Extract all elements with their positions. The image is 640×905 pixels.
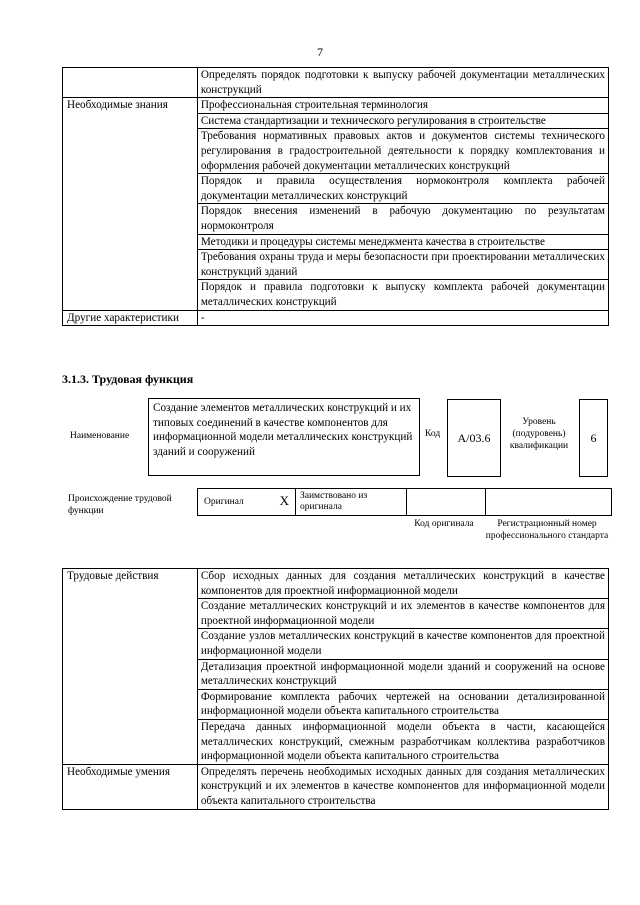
function-name: Создание элементов металлических конструкций и их типовых соединений в качестве компонентов для информационной модели металлических конструкций зданий и сооружений xyxy=(148,398,420,476)
original-cell xyxy=(197,488,296,516)
code-original-label: Код оригинала xyxy=(414,519,474,529)
action-item: Передача данных информационной модели объекта в части, касающейся металлических конструкций, смежным разработчикам коллектива разработчиков информационной модели объекта капитального строительства xyxy=(197,719,608,764)
section-heading: 3.1.3. Трудовая функция xyxy=(62,372,194,386)
actions-label: Трудовые действия xyxy=(63,569,198,765)
skills-label: Необходимые умения xyxy=(63,764,198,809)
page-number: 7 xyxy=(317,45,323,59)
action-item: Создание узлов металлических конструкций в качестве компонентов для проектной информационной модели xyxy=(197,629,608,659)
empty-cell xyxy=(63,68,198,98)
table-row xyxy=(63,310,609,326)
knowledge-item: Требования нормативных правовых актов и документов системы технического регулирования в градостроительной деятельности к порядку комплектования и оформления рабочей документации металлических конструкций xyxy=(197,129,608,174)
reg-number-cell xyxy=(485,488,612,516)
table-row xyxy=(63,764,609,809)
code-label: Код xyxy=(425,429,441,439)
function-code: A/03.6 xyxy=(447,399,501,477)
knowledge-item: Профессиональная строительная терминология xyxy=(197,98,608,114)
skill-item: Определять перечень необходимых исходных данных для создания металлических конструкций и их элементов в качестве компонентов для информационной модели объекта капитального строительства xyxy=(197,764,608,809)
action-item: Создание металлических конструкций и их элементов в качестве компонентов для проектной информационной модели xyxy=(197,599,608,629)
other-label: Другие характеристики xyxy=(63,310,198,326)
origin-row xyxy=(197,488,612,516)
action-item: Сбор исходных данных для создания металлических конструкций в качестве компонентов для проектной информационной модели xyxy=(197,569,608,599)
table-row xyxy=(63,569,609,599)
code-original-cell xyxy=(406,488,486,516)
borrowed-label: Заимствовано из оригинала xyxy=(300,491,368,512)
knowledge-item: Порядок и правила осуществления нормоконтроля комплекта рабочей документации металлических конструкций xyxy=(197,174,608,204)
knowledge-table xyxy=(62,67,609,326)
table-row xyxy=(63,68,609,98)
knowledge-item: Порядок внесения изменений в рабочую документацию по результатам нормоконтроля xyxy=(197,204,608,234)
actions-table xyxy=(62,568,609,810)
knowledge-item: Требования охраны труда и меры безопасности при проектировании металлических конструкций зданий xyxy=(197,250,608,280)
original-mark: X xyxy=(279,493,289,508)
level-label: Уровень (подуровень) квалификации xyxy=(509,417,569,451)
table-cell: Определять порядок подготовки к выпуску рабочей документации металлических конструкций xyxy=(197,68,608,98)
name-label: Наименование xyxy=(70,431,130,441)
table-row xyxy=(63,98,609,114)
reg-number-label: Регистрационный номер профессионального стандарта xyxy=(485,519,609,541)
action-item: Формирование комплекта рабочих чертежей на основании детализированной информационной модели объекта капитального строительства xyxy=(197,689,608,719)
borrowed-cell xyxy=(295,488,407,516)
knowledge-item: Система стандартизации и технического регулирования в строительстве xyxy=(197,113,608,129)
action-item: Детализация проектной информационной модели зданий и сооружений на основе металлических конструкций xyxy=(197,659,608,689)
qualification-level: 6 xyxy=(579,399,608,477)
knowledge-item: Методики и процедуры системы менеджмента качества в строительстве xyxy=(197,234,608,250)
other-value: - xyxy=(197,310,608,326)
knowledge-item: Порядок и правила подготовки к выпуску комплекта рабочей документации металлических конструкций xyxy=(197,280,608,310)
knowledge-label: Необходимые знания xyxy=(63,98,198,310)
original-label: Оригинал xyxy=(204,497,244,507)
origin-label: Происхождение трудовой функции xyxy=(68,494,172,516)
